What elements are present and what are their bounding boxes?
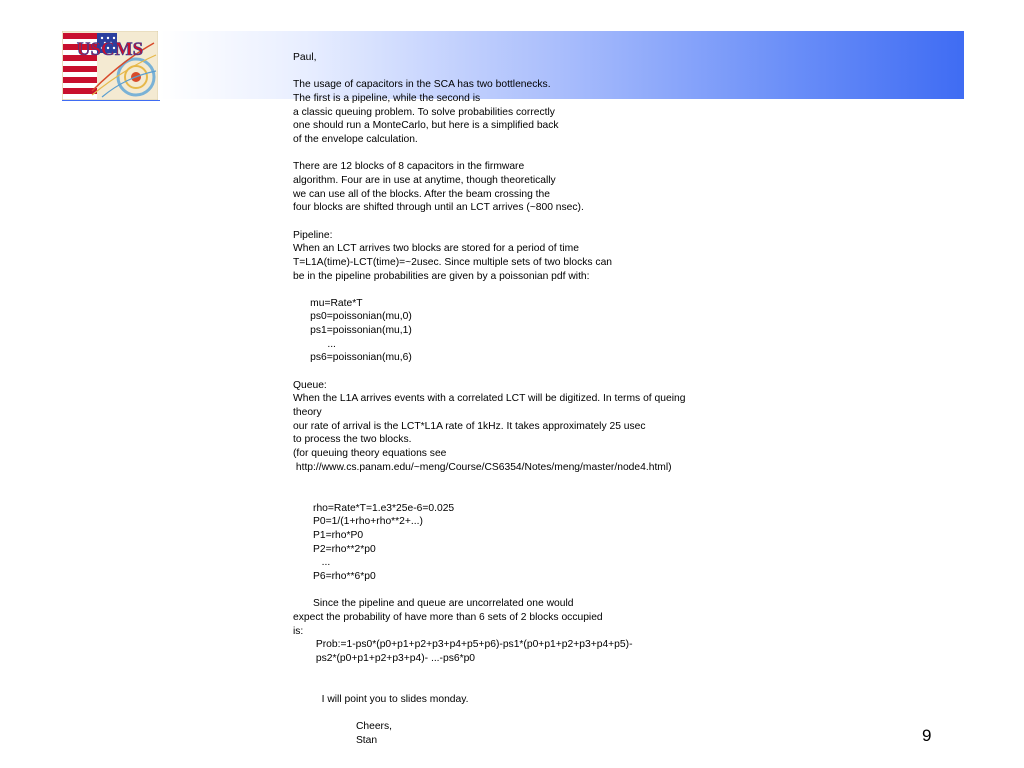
body-line: Pipeline: bbox=[293, 229, 333, 241]
body-line: a classic queuing problem. To solve probabilities correctly bbox=[293, 106, 555, 118]
email-body bbox=[293, 51, 813, 747]
svg-text:USCMS: USCMS bbox=[76, 39, 144, 60]
body-line: P6=rho**6*p0 bbox=[293, 570, 376, 582]
body-line: algorithm. Four are in use at anytime, though theoretically bbox=[293, 174, 556, 186]
body-line: Prob:=1-ps0*(p0+p1+p2+p3+p4+p5+p6)-ps1*(p0+p1+p2+p3+p4+p5)- bbox=[293, 639, 633, 651]
header-rule bbox=[62, 100, 160, 101]
body-line: ps1=poissonian(mu,1) bbox=[293, 325, 412, 337]
body-line: (for queuing theory equations see bbox=[293, 448, 447, 460]
body-line: rho=Rate*T=1.e3*25e-6=0.025 bbox=[293, 502, 455, 514]
body-line: The usage of capacitors in the SCA has two bottlenecks. bbox=[293, 79, 551, 91]
body-line: ... bbox=[293, 338, 336, 350]
body-line: Stan bbox=[293, 734, 378, 746]
body-line: Paul, bbox=[293, 52, 317, 63]
body-line: T=L1A(time)-LCT(time)=~2usec. Since multiple sets of two blocks can bbox=[293, 256, 613, 268]
body-line: ps2*(p0+p1+p2+p3+p4)- ...-ps6*p0 bbox=[293, 652, 476, 664]
body-line: ... bbox=[293, 557, 331, 569]
body-line: is: bbox=[293, 625, 304, 637]
body-line: I will point you to slides monday. bbox=[293, 693, 469, 705]
body-line: Cheers, bbox=[293, 721, 392, 733]
page-number: 9 bbox=[922, 726, 932, 745]
body-line: our rate of arrival is the LCT*L1A rate of 1kHz. It takes approximately 25 usec bbox=[293, 420, 646, 432]
body-line: mu=Rate*T bbox=[293, 297, 363, 309]
body-line: P0=1/(1+rho+rho**2+...) bbox=[293, 516, 423, 528]
body-line: Since the pipeline and queue are uncorrelated one would bbox=[293, 598, 574, 610]
body-line: ps6=poissonian(mu,6) bbox=[293, 352, 412, 364]
body-line: four blocks are shifted through until an LCT arrives (~800 nsec). bbox=[293, 202, 584, 214]
body-line: Queue: bbox=[293, 379, 327, 391]
body-line: to process the two blocks. bbox=[293, 434, 412, 446]
body-line: P2=rho**2*p0 bbox=[293, 543, 376, 555]
body-line: There are 12 blocks of 8 capacitors in the firmware bbox=[293, 161, 525, 173]
body-line: The first is a pipeline, while the second is bbox=[293, 92, 481, 104]
body-line: http://www.cs.panam.edu/~meng/Course/CS6354/Notes/meng/master/node4.html) bbox=[293, 461, 672, 473]
body-line: When an LCT arrives two blocks are stored for a period of time bbox=[293, 243, 579, 255]
body-line: P1=rho*P0 bbox=[293, 529, 364, 541]
body-line: be in the pipeline probabilities are given by a poissonian pdf with: bbox=[293, 270, 590, 282]
body-line: expect the probability of have more than 6 sets of 2 blocks occupied bbox=[293, 611, 603, 623]
body-line: ps0=poissonian(mu,0) bbox=[293, 311, 412, 323]
body-line: one should run a MonteCarlo, but here is a simplified back bbox=[293, 120, 559, 132]
body-line: When the L1A arrives events with a correlated LCT will be digitized. In terms of queing bbox=[293, 393, 686, 405]
body-line: we can use all of the blocks. After the beam crossing the bbox=[293, 188, 550, 200]
body-line: of the envelope calculation. bbox=[293, 133, 418, 145]
uscms-logo bbox=[62, 31, 158, 100]
body-line: theory bbox=[293, 407, 322, 419]
